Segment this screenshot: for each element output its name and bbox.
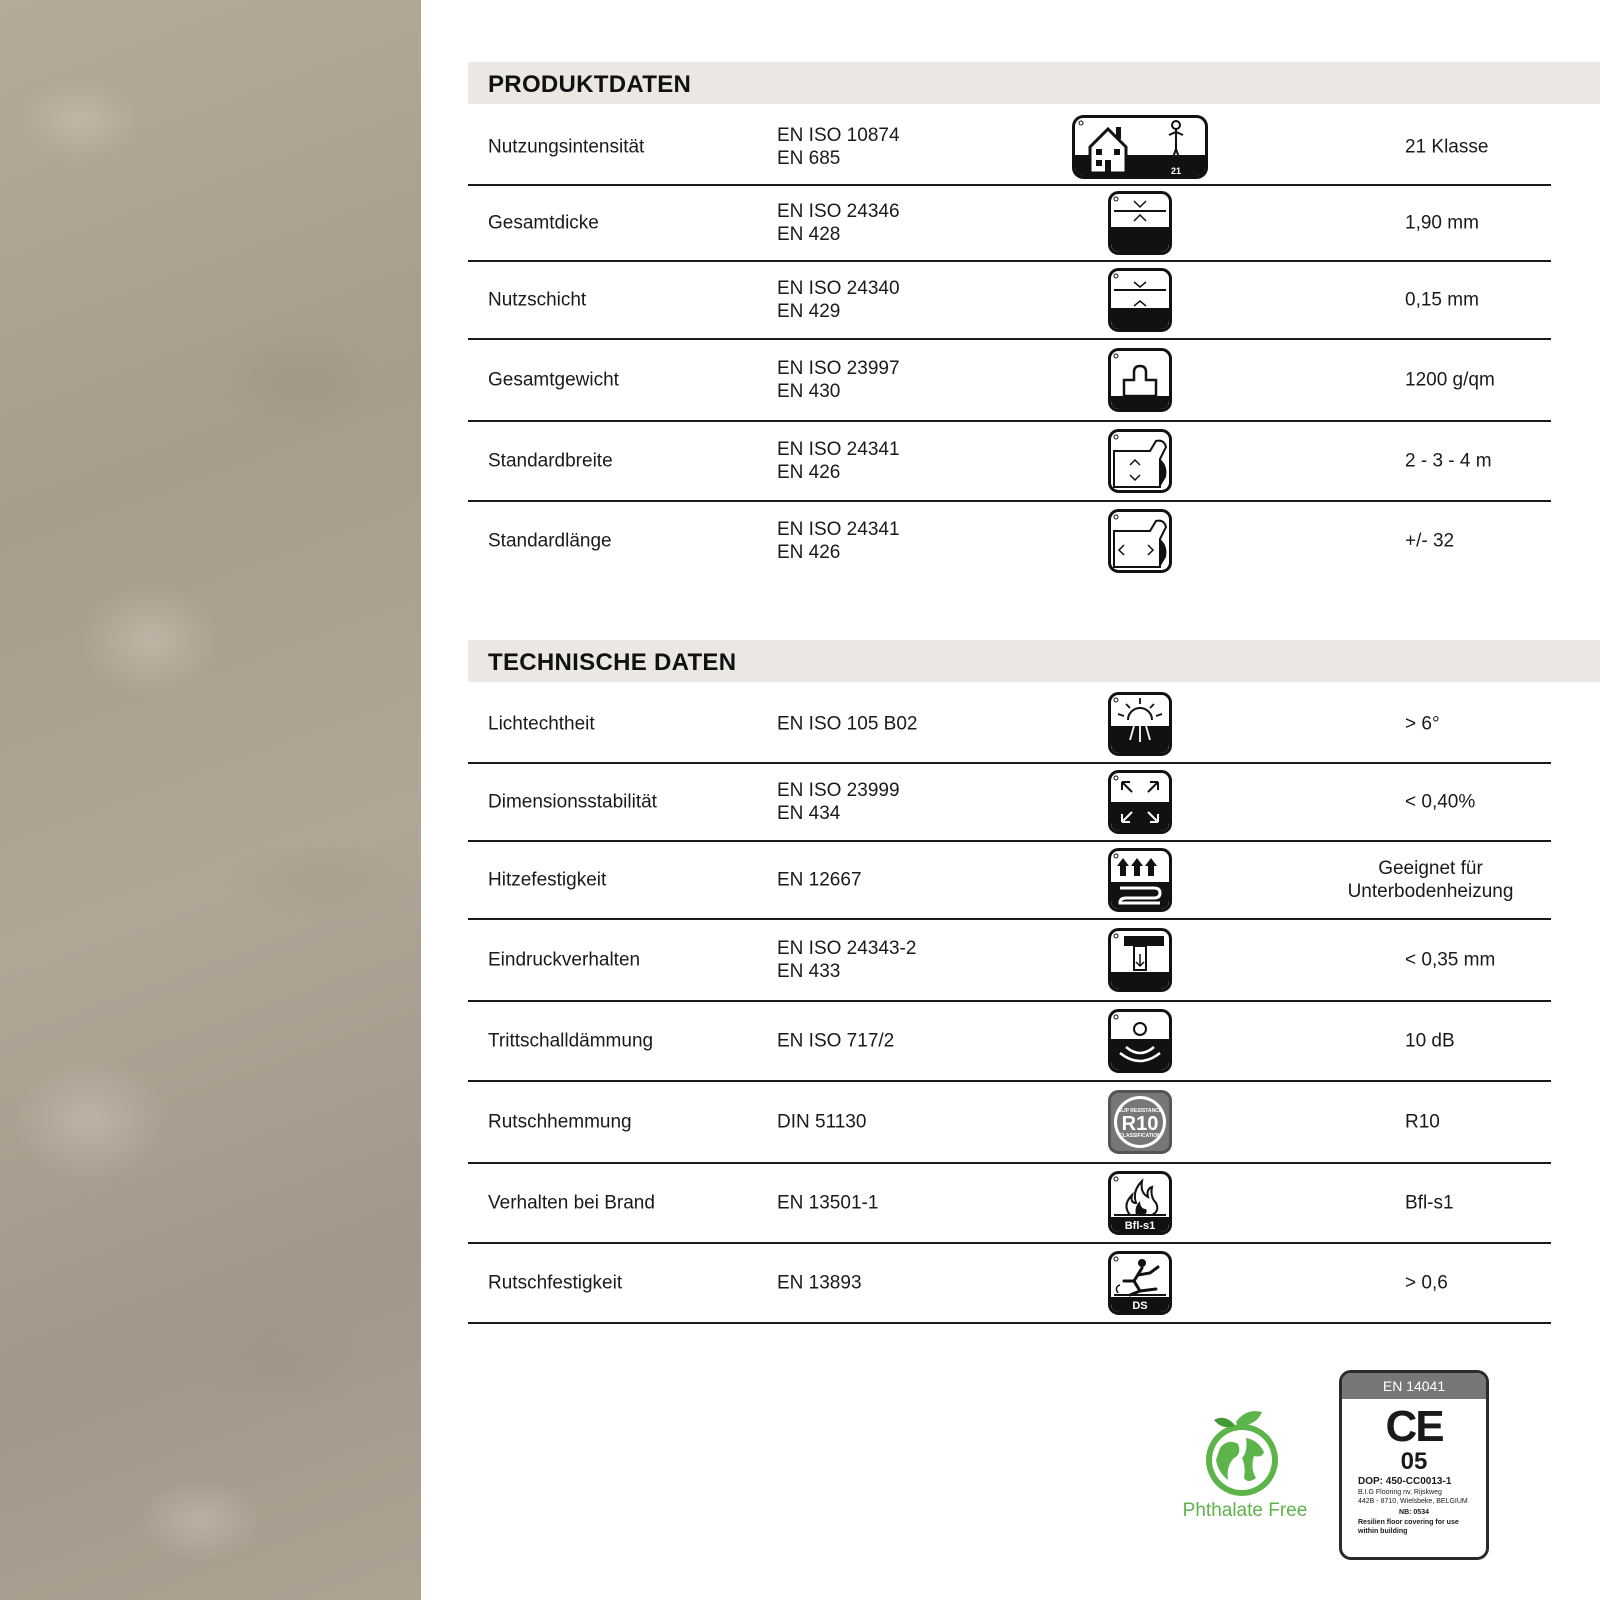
row-norm: EN ISO 24341 EN 426 [777,439,900,483]
dimensional-stability-icon [1108,770,1172,834]
row-norm: EN ISO 10874 EN 685 [777,125,900,169]
row-value: +/- 32 [1405,530,1455,552]
row-label: Trittschalldämmung [488,1030,654,1052]
section-header-technical [468,640,1600,682]
total-thickness-icon [1108,191,1172,255]
ce-notified-body: NB: 0534 [1399,1509,1429,1516]
svg-text:21: 21 [1170,166,1182,176]
technical-row [468,1002,1551,1082]
phthalate-free-label: Phthalate Free [1182,1500,1308,1521]
fire-behaviour-icon [1108,1171,1172,1235]
row-norm: EN ISO 24343-2 EN 433 [777,938,917,982]
indentation-icon [1108,928,1172,992]
row-value: < 0,35 mm [1405,949,1496,971]
row-norm: EN ISO 717/2 [777,1030,895,1052]
ce-standard: EN 14041 [1342,1373,1486,1399]
row-value: > 0,6 [1405,1272,1448,1294]
technical-row [468,1082,1551,1164]
svg-text:SLIP RESISTANCE: SLIP RESISTANCE [1117,1108,1163,1114]
weight-icon [1108,348,1172,412]
row-value: 1200 g/qm [1405,369,1495,391]
row-value: > 6° [1405,713,1440,735]
technical-row [468,686,1551,764]
ce-description: Resilien floor covering for use within building [1358,1519,1459,1535]
wear-layer-icon [1108,268,1172,332]
product-row [468,262,1551,340]
row-label: Dimensionsstabilität [488,791,657,813]
product-row [468,340,1551,422]
lightfastness-icon [1108,692,1172,756]
row-norm: EN ISO 24340 EN 429 [777,278,900,322]
roll-length-icon [1108,509,1172,573]
product-row [468,110,1551,186]
row-value: Geeignet für Unterbodenheizung [1347,858,1514,902]
row-norm: EN ISO 24346 EN 428 [777,201,900,245]
svg-text:R10: R10 [1121,1113,1159,1135]
row-label: Gesamtdicke [488,212,599,234]
technical-row [468,1164,1551,1244]
technical-row [468,764,1551,842]
usage-class-icon [1072,115,1208,179]
impact-sound-icon [1108,1009,1172,1073]
row-label: Verhalten bei Brand [488,1192,655,1214]
row-value: < 0,40% [1405,791,1476,813]
row-label: Lichtechtheit [488,713,595,735]
section-header-product [468,62,1600,104]
product-row [468,502,1551,580]
row-label: Eindruckverhalten [488,949,641,971]
row-label: Nutzungsintensität [488,136,645,158]
globe-leaf-icon [1176,1408,1311,1498]
ce-dop: DOP: 450-CC0013-1 [1358,1476,1452,1487]
row-value: 2 - 3 - 4 m [1405,450,1492,472]
section-title-product: PRODUKTDATEN [488,71,692,98]
row-label: Rutschhemmung [488,1111,632,1133]
product-row [468,422,1551,502]
ce-address-line-1: B.I.G Flooring nv, Rijskweg [1358,1489,1442,1496]
product-row [468,186,1551,262]
row-norm: EN 13893 [777,1272,862,1294]
technical-row [468,842,1551,920]
roll-width-icon [1108,429,1172,493]
ce-label [1339,1370,1489,1560]
ce-mark: CE [1385,1402,1443,1451]
ce-address-line-2: 442B - 8710, Wielsbeke, BELGIUM [1358,1498,1468,1505]
row-value: 10 dB [1405,1030,1455,1052]
technical-row [468,920,1551,1002]
row-value: R10 [1405,1111,1440,1133]
slip-ds-icon [1108,1251,1172,1315]
ce-number: 05 [1400,1448,1428,1475]
row-label: Hitzefestigkeit [488,869,607,891]
underfloor-heating-icon [1108,848,1172,912]
row-norm: EN ISO 23999 EN 434 [777,780,900,824]
row-label: Gesamtgewicht [488,369,619,391]
row-value: 0,15 mm [1405,289,1479,311]
svg-text:Bfl-s1: Bfl-s1 [1124,1220,1156,1232]
technical-row [468,1244,1551,1324]
row-label: Standardlänge [488,530,612,552]
floor-texture-swatch [0,0,421,1600]
slip-resistance-r10-icon [1108,1090,1172,1154]
row-norm: EN 13501-1 [777,1192,879,1214]
svg-text:DS: DS [1132,1300,1148,1312]
row-label: Rutschfestigkeit [488,1272,623,1294]
row-label: Standardbreite [488,450,613,472]
row-value: Bfl-s1 [1405,1192,1454,1214]
row-value: 1,90 mm [1405,212,1479,234]
row-norm: EN ISO 24341 EN 426 [777,519,900,563]
row-value: 21 Klasse [1405,136,1489,158]
row-norm: DIN 51130 [777,1111,867,1133]
row-norm: EN 12667 [777,869,862,891]
row-label: Nutzschicht [488,289,587,311]
row-norm: EN ISO 23997 EN 430 [777,358,900,402]
section-title-technical: TECHNISCHE DATEN [488,649,737,676]
row-norm: EN ISO 105 B02 [777,713,918,735]
svg-text:CLASSIFICATION: CLASSIFICATION [1119,1133,1161,1139]
